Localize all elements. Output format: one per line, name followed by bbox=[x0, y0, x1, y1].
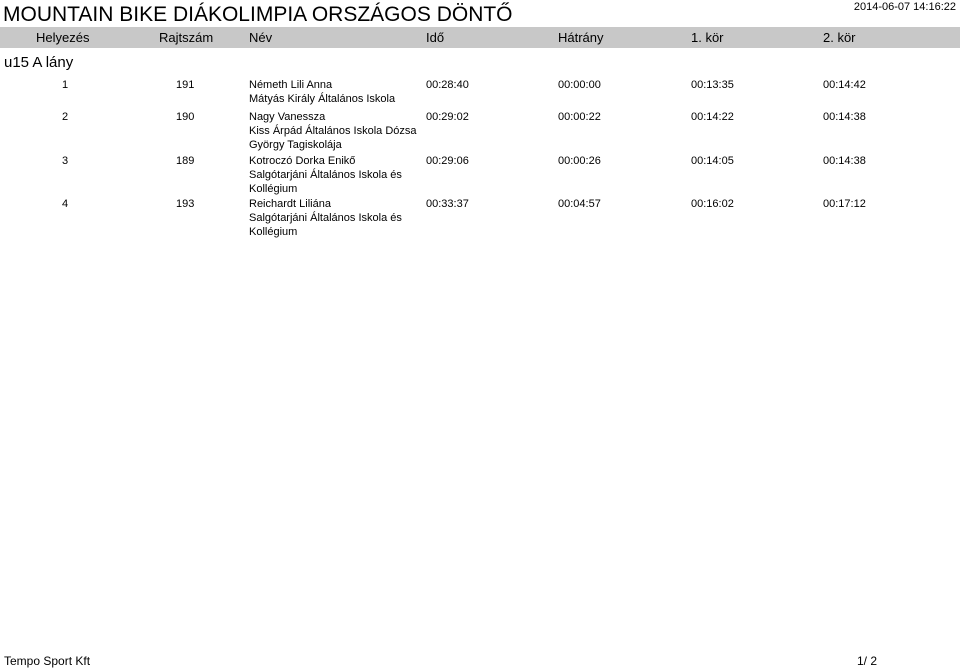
gap-cell: 00:00:26 bbox=[558, 155, 601, 167]
lap1-cell: 00:14:05 bbox=[691, 155, 734, 167]
time-cell: 00:28:40 bbox=[426, 79, 469, 91]
bib-cell: 190 bbox=[176, 111, 195, 123]
category-title: u15 A lány bbox=[4, 54, 74, 71]
column-header-gap: Hátrány bbox=[558, 30, 604, 45]
lap2-cell: 00:14:42 bbox=[823, 79, 866, 91]
school-name: Mátyás Király Általános Iskola bbox=[249, 93, 396, 105]
place-cell: 4 bbox=[62, 198, 69, 210]
page-title: MOUNTAIN BIKE DIÁKOLIMPIA ORSZÁGOS DÖNTŐ bbox=[3, 3, 513, 26]
column-header-bar bbox=[0, 27, 960, 48]
bib-cell: 189 bbox=[176, 155, 195, 167]
column-header-lap1: 1. kör bbox=[691, 30, 724, 45]
name-block bbox=[249, 154, 419, 196]
time-cell: 00:29:06 bbox=[426, 155, 469, 167]
time-cell: 00:29:02 bbox=[426, 111, 469, 123]
school-name: Salgótarjáni Általános Iskola és Kollégium bbox=[249, 169, 402, 195]
name-block bbox=[249, 78, 419, 106]
athlete-name: Reichardt Liliána bbox=[249, 198, 331, 210]
place-cell: 2 bbox=[62, 111, 69, 123]
column-header-place: Helyezés bbox=[36, 30, 90, 45]
footer-company: Tempo Sport Kft bbox=[4, 654, 91, 668]
school-name: Kiss Árpád Általános Iskola Dózsa György Tagiskolája bbox=[249, 125, 417, 151]
bib-cell: 191 bbox=[176, 79, 195, 91]
athlete-name: Kotroczó Dorka Enikő bbox=[249, 155, 356, 167]
time-cell: 00:33:37 bbox=[426, 198, 469, 210]
lap2-cell: 00:14:38 bbox=[823, 111, 866, 123]
place-cell: 3 bbox=[62, 155, 69, 167]
gap-cell: 00:04:57 bbox=[558, 198, 601, 210]
lap1-cell: 00:16:02 bbox=[691, 198, 734, 210]
column-header-bib: Rajtszám bbox=[159, 30, 214, 45]
print-timestamp: 2014-06-07 14:16:22 bbox=[853, 1, 956, 13]
athlete-name: Németh Lili Anna bbox=[249, 79, 333, 91]
gap-cell: 00:00:22 bbox=[558, 111, 601, 123]
footer-page-number: 1/ 2 bbox=[856, 654, 877, 668]
name-block bbox=[249, 197, 419, 239]
school-name: Salgótarjáni Általános Iskola és Kollégium bbox=[249, 212, 402, 238]
name-block bbox=[249, 110, 419, 152]
gap-cell: 00:00:00 bbox=[558, 79, 601, 91]
place-cell: 1 bbox=[62, 79, 69, 91]
lap1-cell: 00:13:35 bbox=[691, 79, 734, 91]
column-header-name: Név bbox=[249, 30, 273, 45]
lap1-cell: 00:14:22 bbox=[691, 111, 734, 123]
athlete-name: Nagy Vanessza bbox=[249, 111, 326, 123]
bib-cell: 193 bbox=[176, 198, 195, 210]
lap2-cell: 00:17:12 bbox=[823, 198, 866, 210]
lap2-cell: 00:14:38 bbox=[823, 155, 866, 167]
column-header-time: Idő bbox=[426, 30, 445, 45]
column-header-lap2: 2. kör bbox=[823, 30, 856, 45]
